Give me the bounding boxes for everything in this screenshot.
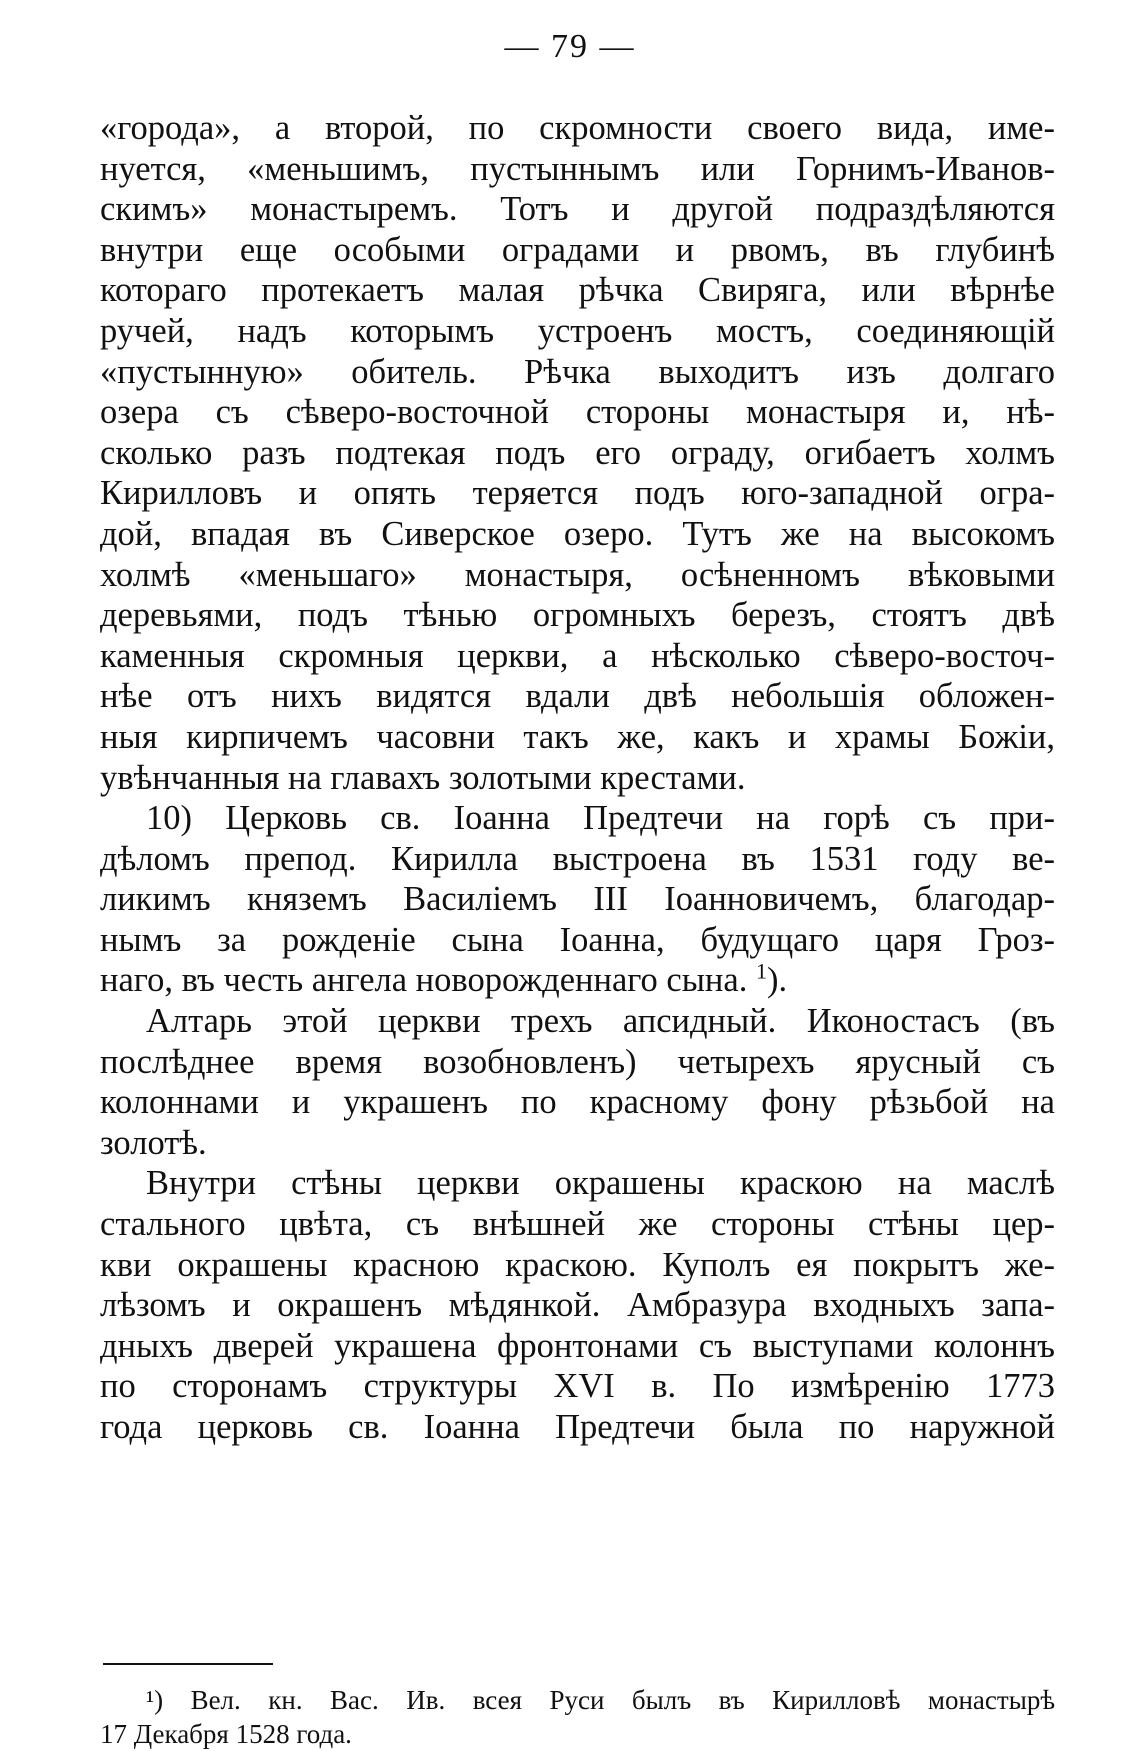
text-line: котораго протекаетъ малая рѣчка Свиряга, или вѣрнѣе xyxy=(100,271,1055,310)
footnote-reference-suffix: ). xyxy=(766,961,788,1000)
text-line: колоннами и украшенъ по красному фону рѣзьбой на xyxy=(100,1083,1055,1122)
text-line: дѣломъ препод. Кирилла выстроена въ 1531 году ве- xyxy=(100,839,1055,878)
text-line: золотѣ. xyxy=(100,1123,207,1162)
text-line: ручей, надъ которымъ устроенъ мостъ, соединяющій xyxy=(100,311,1055,350)
footnote-separator xyxy=(103,1663,273,1665)
text-line: Внутри стѣны церкви окрашены краскою на маслѣ xyxy=(146,1164,1055,1203)
footnote-line xyxy=(100,1683,1055,1717)
footnote-line: 17 Декабря 1528 года. xyxy=(100,1719,352,1749)
text-line: деревьями, подъ тѣнью огромныхъ березъ, стоятъ двѣ xyxy=(100,596,1055,635)
text-line: ныя кирпичемъ часовни такъ же, какъ и храмы Божіи, xyxy=(100,717,1055,756)
footnote xyxy=(100,1683,1055,1751)
text-line: кви окрашены красною краскою. Куполъ ея покрытъ же- xyxy=(100,1245,1055,1284)
text-line: «города», а второй, по скромности своего вида, име- xyxy=(100,109,1055,147)
text-line: лѣзомъ и окрашенъ мѣдянкой. Амбразура входныхъ запа- xyxy=(100,1286,1055,1325)
text-line: Алтарь этой церкви трехъ апсидный. Иконостасъ (въ xyxy=(146,1002,1055,1041)
text-line: дныхъ дверей украшена фронтонами съ выступами колоннъ xyxy=(100,1326,1055,1365)
text-line: сколько разъ подтекая подъ его ограду, огибаетъ холмъ xyxy=(100,433,1055,472)
text-line: увѣнчанныя на главахъ золотыми крестами. xyxy=(100,758,746,797)
text-line: послѣднее время возобновленъ) четырехъ ярусный съ xyxy=(100,1042,1055,1081)
text-line: стального цвѣта, съ внѣшней же стороны стѣны цер- xyxy=(100,1205,1055,1244)
body-text xyxy=(100,108,1055,1448)
text-line: нѣе отъ нихъ видятся вдали двѣ небольшія обложен- xyxy=(100,677,1055,716)
text-line: Кирилловъ и опять теряется подъ юго-западной огра- xyxy=(100,474,1055,513)
footnote-reference: 1 xyxy=(755,960,767,984)
text-line: внутри еще особыми оградами и рвомъ, въ глубинѣ xyxy=(100,230,1055,269)
text-line: каменныя скромныя церкви, а нѣсколько сѣверо-восточ- xyxy=(100,636,1055,675)
page-number: — 79 — xyxy=(504,28,636,65)
text-line: 10) Церковь св. Іоанна Предтечи на горѣ съ при- xyxy=(146,799,1055,838)
text-line: нуется, «меньшимъ, пустыннымъ или Горнимъ-Иванов- xyxy=(100,149,1055,188)
text-line: озера съ сѣверо-восточной стороны монастыря и, нѣ- xyxy=(100,393,1055,432)
text-line: дой, впадая въ Сиверское озеро. Тутъ же на высокомъ xyxy=(100,514,1055,553)
text-line-content: наго, въ честь ангела новорожденнаго сына. xyxy=(100,961,748,1000)
text-line: «пустынную» обитель. Рѣчка выходитъ изъ долгаго xyxy=(100,352,1055,391)
text-line: нымъ за рожденіе сына Іоанна, будущаго царя Гроз- xyxy=(100,920,1055,959)
text-line: ликимъ княземъ Василіемъ III Іоанновичемъ, благодар- xyxy=(100,880,1055,919)
text-line: года церковь св. Іоанна Предтечи была по наружной xyxy=(100,1408,1055,1446)
footnote-text: Вел. кн. Вас. Ив. всея Руси былъ въ Кирилловѣ монастырѣ xyxy=(190,1685,1055,1715)
text-line: по сторонамъ структуры XVI в. По измѣренію 1773 xyxy=(100,1367,1055,1406)
footnote-label: ¹) xyxy=(146,1685,164,1715)
text-line: скимъ» монастыремъ. Тотъ и другой подраздѣляются xyxy=(100,190,1055,229)
text-line-with-footnote-ref xyxy=(100,960,1055,1001)
text-line: холмѣ «меньшаго» монастыря, осѣненномъ вѣковыми xyxy=(100,555,1055,594)
